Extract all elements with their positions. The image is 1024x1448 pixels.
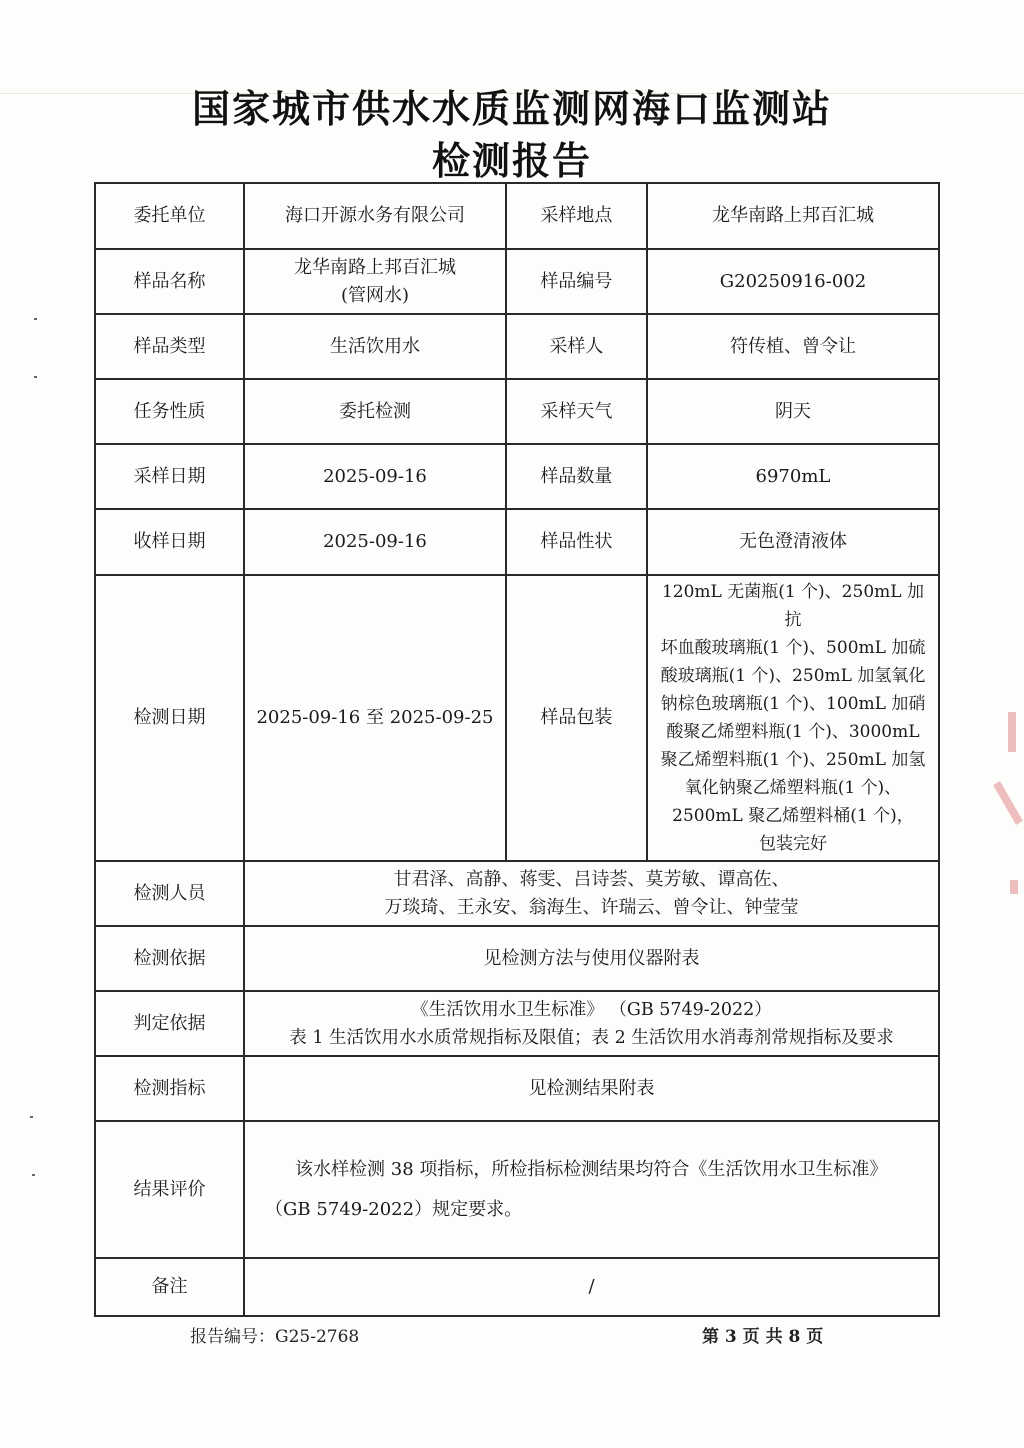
sample-quantity-label: 样品数量 <box>506 444 647 509</box>
task-nature-value: 委托检测 <box>244 379 506 444</box>
result-label: 结果评价 <box>95 1121 244 1258</box>
table-row <box>95 1258 939 1316</box>
packaging-line: 2500mL 聚乙烯塑料桶(1 个)， <box>672 806 914 826</box>
task-nature-label: 任务性质 <box>95 379 244 444</box>
sample-number-value: G20250916-002 <box>647 249 939 314</box>
packaging-line: 酸聚乙烯塑料瓶(1 个)、3000mL <box>666 722 920 742</box>
weather-label: 采样天气 <box>506 379 647 444</box>
testers-label: 检测人员 <box>95 861 244 926</box>
sample-type-value: 生活饮用水 <box>244 314 506 379</box>
sample-name-line2: (管网水) <box>340 284 409 306</box>
sampling-date-value: 2025-09-16 <box>244 444 506 509</box>
sample-quantity-value: 6970mL <box>647 444 939 509</box>
table-row <box>95 926 939 991</box>
packaging-line: 聚乙烯塑料瓶(1 个)、250mL 加氢 <box>660 750 926 770</box>
scan-speck <box>34 376 37 378</box>
packaging-value <box>647 575 939 861</box>
judgement-basis-line1: 《生活饮用水卫生标准》 （GB 5749-2022） <box>411 999 772 1020</box>
testers-line1: 甘君泽、高静、蒋雯、吕诗荟、莫芳敏、谭高佐、 <box>393 868 790 890</box>
result-line2: （GB 5749-2022）规定要求。 <box>265 1198 523 1220</box>
result-line1: 该水样检测 38 项指标，所检指标检测结果均符合《生活饮用水卫生标准》 <box>295 1158 888 1180</box>
receipt-date-value: 2025-09-16 <box>244 509 506 575</box>
page-number: 第 3 页 共 8 页 <box>702 1327 824 1347</box>
table-row <box>95 314 939 379</box>
table-row <box>95 183 939 249</box>
sample-number-label: 样品编号 <box>506 249 647 314</box>
seal-fragment <box>993 781 1023 825</box>
packaging-line: 钠棕色玻璃瓶(1 个)、100mL 加硝 <box>660 694 926 714</box>
packaging-line: 氧化钠聚乙烯塑料瓶(1 个)、 <box>684 778 902 798</box>
table-row <box>95 1121 939 1258</box>
judgement-basis-value <box>244 991 939 1056</box>
table-row <box>95 861 939 926</box>
table-row <box>95 249 939 314</box>
packaging-line: 坏血酸玻璃瓶(1 个)、500mL 加硫 <box>660 638 926 658</box>
report-number: 报告编号：G25-2768 <box>190 1327 360 1347</box>
weather-value: 阴天 <box>647 379 939 444</box>
test-date-label: 检测日期 <box>95 575 244 861</box>
seal-fragment <box>1010 880 1018 894</box>
scan-speck <box>30 1116 33 1118</box>
packaging-label: 样品包装 <box>506 575 647 861</box>
sample-name-value <box>244 249 506 314</box>
report-subtitle: 检测报告 <box>431 138 592 183</box>
report-table <box>94 182 940 1317</box>
scan-speck <box>34 318 37 320</box>
judgement-basis-line2: 表 1 生活饮用水水质常规指标及限值；表 2 生活饮用水消毒剂常规指标及要求 <box>289 1027 894 1048</box>
sample-appearance-value: 无色澄清液体 <box>647 509 939 575</box>
table-row <box>95 991 939 1056</box>
table-row <box>95 444 939 509</box>
sample-type-label: 样品类型 <box>95 314 244 379</box>
table-row <box>95 379 939 444</box>
table-row <box>95 575 939 861</box>
receipt-date-label: 收样日期 <box>95 509 244 575</box>
sampling-location-value: 龙华南路上邦百汇城 <box>647 183 939 249</box>
scan-speck <box>32 1174 35 1176</box>
remarks-value: / <box>244 1258 939 1316</box>
remarks-label: 备注 <box>95 1258 244 1316</box>
sampling-date-label: 采样日期 <box>95 444 244 509</box>
test-indicators-value: 见检测结果附表 <box>244 1056 939 1121</box>
table-row <box>95 509 939 575</box>
sample-name-line1: 龙华南路上邦百汇城 <box>293 256 456 278</box>
seal-fragment <box>1008 712 1016 752</box>
testers-line2: 万琰琦、王永安、翁海生、许瑞云、曾令让、钟莹莹 <box>384 896 799 918</box>
test-basis-label: 检测依据 <box>95 926 244 991</box>
test-indicators-label: 检测指标 <box>95 1056 244 1121</box>
sampling-location-label: 采样地点 <box>506 183 647 249</box>
report-title: 国家城市供水水质监测网海口监测站 <box>191 86 832 131</box>
sample-name-label: 样品名称 <box>95 249 244 314</box>
packaging-line: 酸玻璃瓶(1 个)、250mL 加氢氧化 <box>660 666 926 686</box>
packaging-line: 包装完好 <box>758 834 827 854</box>
result-value <box>244 1121 939 1258</box>
client-value: 海口开源水务有限公司 <box>244 183 506 249</box>
client-label: 委托单位 <box>95 183 244 249</box>
test-basis-value: 见检测方法与使用仪器附表 <box>244 926 939 991</box>
sample-appearance-label: 样品性状 <box>506 509 647 575</box>
test-date-value: 2025-09-16 至 2025-09-25 <box>244 575 506 861</box>
sampler-value: 符传植、曾令让 <box>647 314 939 379</box>
packaging-line: 120mL 无菌瓶(1 个)、250mL 加抗 <box>661 582 924 630</box>
testers-value <box>244 861 939 926</box>
judgement-basis-label: 判定依据 <box>95 991 244 1056</box>
table-row <box>95 1056 939 1121</box>
sampler-label: 采样人 <box>506 314 647 379</box>
